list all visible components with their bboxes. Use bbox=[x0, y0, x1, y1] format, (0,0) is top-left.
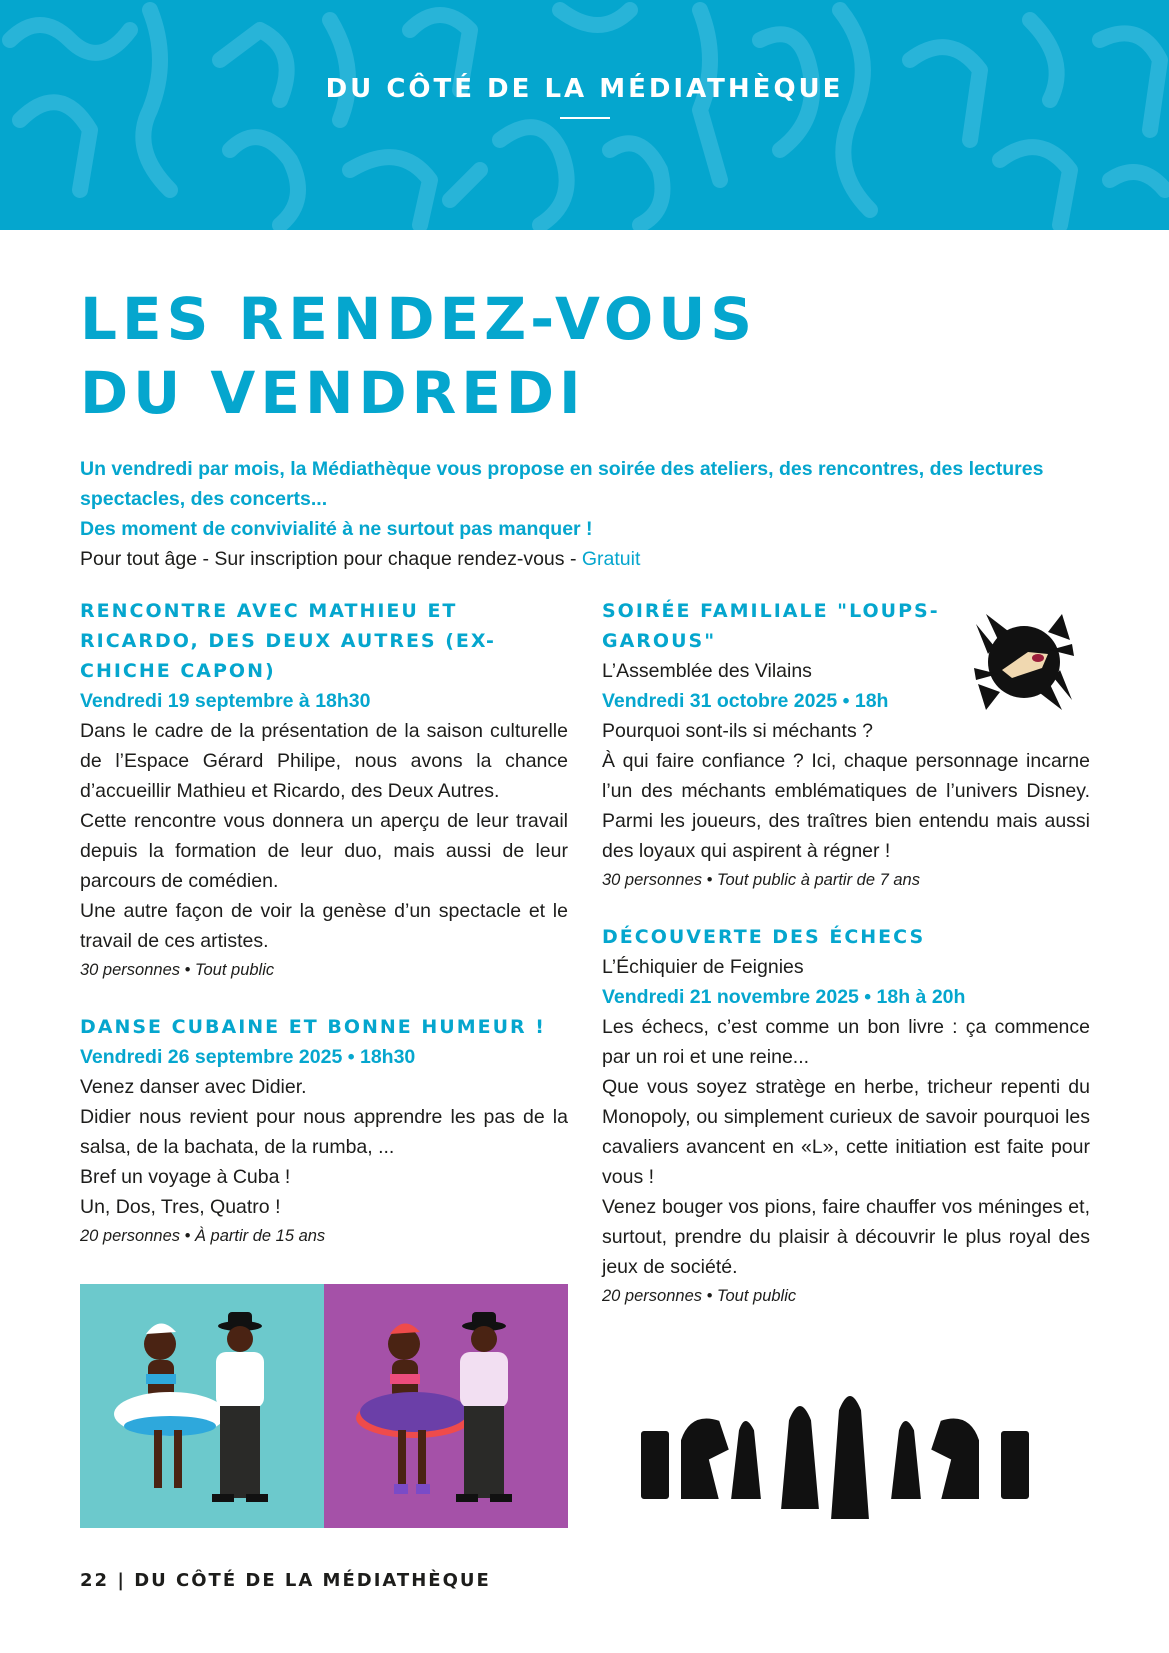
page-number: 22 bbox=[80, 1570, 110, 1591]
event-capacity: 20 personnes • Tout public bbox=[602, 1287, 797, 1305]
event-paragraph: Didier nous revient pour nous apprendre les pas de la salsa, de la bachata, de la rumba, ... bbox=[80, 1106, 568, 1158]
section-title: DU CÔTÉ DE LA MÉDIATHÈQUE bbox=[325, 74, 844, 104]
event-title: SOIRÉE FAMILIALE "LOUPS-GAROUS" bbox=[602, 600, 940, 652]
event-title: DÉCOUVERTE DES ÉCHECS bbox=[602, 926, 926, 948]
doodle-pattern bbox=[0, 0, 1169, 230]
intro-line1: Un vendredi par mois, la Médiathèque vous propose en soirée des ateliers, des rencontres, des lectures spectacles, des concerts... bbox=[80, 458, 1044, 510]
page-title bbox=[80, 282, 757, 430]
event-paragraph: À qui faire confiance ? Ici, chaque personnage incarne l’un des méchants emblématiques de l’univers Disney. Parmi les joueurs, des traîtres bien entendu mais aussi des loyaux qui aspirent à régner ! bbox=[602, 750, 1090, 862]
event-paragraph: Dans le cadre de la présentation de la saison culturelle de l’Espace Gérard Philipe, nous avons la chance d’accueillir Mathieu et Ricardo, des Deux Autres. bbox=[80, 720, 568, 802]
event-paragraph: Cette rencontre vous donnera un aperçu de leur travail depuis la formation de leur duo, mais aussi de leur parcours de comédien. bbox=[80, 810, 568, 892]
page-title-line1: LES RENDEZ-VOUS bbox=[80, 285, 758, 353]
event-organizer: L’Échiquier de Feignies bbox=[602, 956, 804, 978]
event-title: RENCONTRE AVEC MATHIEU ET RICARDO, DES DEUX AUTRES (EX-CHICHE CAPON) bbox=[80, 600, 496, 682]
event-danse-cubaine bbox=[80, 1012, 568, 1250]
event-paragraph: Venez bouger vos pions, faire chauffer vos méninges et, surtout, prendre du plaisir à découvrir le plus royal des jeux de société. bbox=[602, 1196, 1090, 1278]
event-paragraph: Les échecs, c’est comme un bon livre : ça commence par un roi et une reine... bbox=[602, 1016, 1090, 1068]
left-column bbox=[80, 596, 568, 1278]
event-paragraph: Un, Dos, Tres, Quatro ! bbox=[80, 1196, 281, 1218]
event-paragraph: Pourquoi sont-ils si méchants ? bbox=[602, 720, 873, 742]
page-title-line2: DU VENDREDI bbox=[80, 359, 586, 427]
event-date: Vendredi 21 novembre 2025 • 18h à 20h bbox=[602, 986, 966, 1008]
header-banner bbox=[0, 0, 1169, 230]
event-date: Vendredi 19 septembre à 18h30 bbox=[80, 690, 371, 712]
event-description bbox=[602, 716, 1090, 866]
page-footer bbox=[80, 1570, 491, 1591]
footer-section: DU CÔTÉ DE LA MÉDIATHÈQUE bbox=[134, 1570, 491, 1591]
event-rencontre bbox=[80, 596, 568, 984]
title-underline bbox=[560, 117, 610, 119]
intro-line2: Des moment de convivialité à ne surtout pas manquer ! bbox=[80, 518, 593, 540]
werewolf-logo bbox=[966, 604, 1082, 720]
intro-price: Gratuit bbox=[581, 548, 641, 570]
intro-info: Pour tout âge - Sur inscription pour chaque rendez-vous - bbox=[80, 548, 582, 570]
event-description bbox=[602, 1012, 1090, 1282]
dance-illustration bbox=[80, 1284, 568, 1528]
event-paragraph: Bref un voyage à Cuba ! bbox=[80, 1166, 291, 1188]
event-date: Vendredi 26 septembre 2025 • 18h30 bbox=[80, 1046, 416, 1068]
event-capacity: 30 personnes • Tout public bbox=[80, 961, 275, 979]
event-organizer: L’Assemblée des Vilains bbox=[602, 660, 812, 682]
event-paragraph: Une autre façon de voir la genèse d’un spectacle et le travail de ces artistes. bbox=[80, 900, 568, 952]
event-echecs bbox=[602, 922, 1090, 1310]
chess-pieces-illustration bbox=[620, 1370, 1080, 1530]
event-capacity: 20 personnes • À partir de 15 ans bbox=[80, 1227, 326, 1245]
intro bbox=[80, 454, 1080, 574]
event-paragraph: Que vous soyez stratège en herbe, tricheur repenti du Monopoly, ou simplement curieux de savoir pourquoi les cavaliers avancent en «L», cette initiation est faite pour vous ! bbox=[602, 1076, 1090, 1188]
event-date: Vendredi 31 octobre 2025 • 18h bbox=[602, 690, 889, 712]
event-capacity: 30 personnes • Tout public à partir de 7 ans bbox=[602, 871, 920, 889]
footer-separator: | bbox=[117, 1570, 126, 1591]
event-description bbox=[80, 716, 568, 956]
event-paragraph: Venez danser avec Didier. bbox=[80, 1076, 307, 1098]
event-description bbox=[80, 1072, 568, 1222]
event-title: DANSE CUBAINE ET BONNE HUMEUR ! bbox=[80, 1016, 546, 1038]
